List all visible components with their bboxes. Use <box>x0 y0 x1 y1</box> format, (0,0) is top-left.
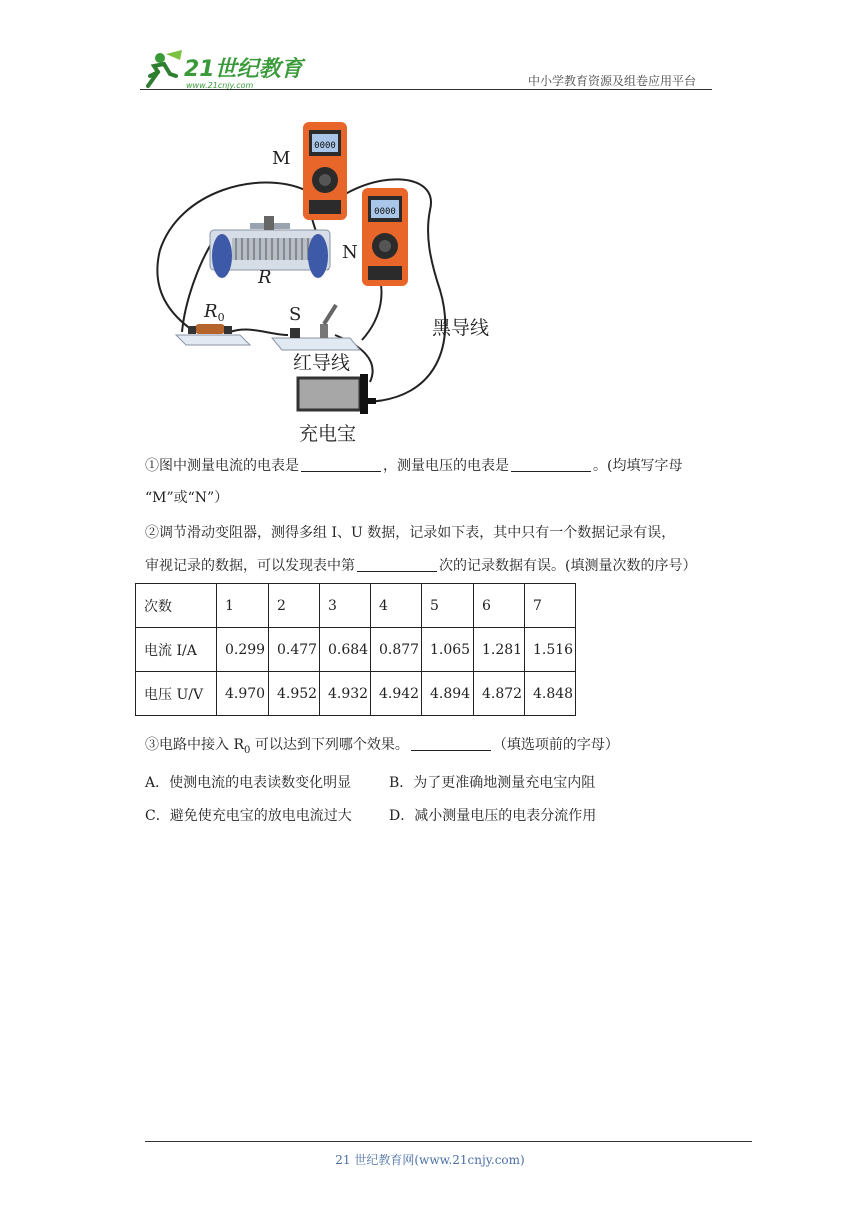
q2-text-a: 审视记录的数据，可以发现表中第 <box>145 558 355 574</box>
q2-text-b: 次的记录数据有误。(填测量次数的序号） <box>439 558 697 574</box>
measurement-table <box>135 583 576 716</box>
table-cell: 3 <box>320 584 371 628</box>
q3-blank-answer[interactable] <box>411 736 491 751</box>
table-cell: 6 <box>474 584 525 628</box>
table-cell: 2 <box>269 584 320 628</box>
table-cell: 4.942 <box>371 672 422 716</box>
switch-s <box>272 305 360 350</box>
table-cell: 次数 <box>136 584 217 628</box>
table-cell: 4.894 <box>422 672 474 716</box>
q3-text-b: 可以达到下列哪个效果。 <box>250 737 409 753</box>
table-cell: 0.477 <box>269 628 320 672</box>
label-r: R <box>258 267 272 288</box>
table-cell: 4.932 <box>320 672 371 716</box>
question-2-line-1: ②调节滑动变阻器，测得多组 I、U 数据，记录如下表，其中只有一个数据记录有误， <box>145 525 676 541</box>
multimeter-n <box>362 188 408 286</box>
q1-text-a: ①图中测量电流的电表是 <box>145 458 299 474</box>
question-3-stem <box>145 735 619 761</box>
footer-divider <box>145 1141 752 1142</box>
q1-blank-current[interactable] <box>301 457 381 472</box>
header-divider <box>140 89 712 90</box>
table-cell: 电流 I/A <box>136 628 217 672</box>
label-n: N <box>342 242 358 263</box>
table-cell: 0.299 <box>217 628 269 672</box>
option-c[interactable]: C．避免使充电宝的放电电流过大 <box>145 808 352 824</box>
table-cell: 4 <box>371 584 422 628</box>
multimeter-m <box>303 122 347 220</box>
table-cell: 1 <box>217 584 269 628</box>
label-r0: $R_0$ <box>204 301 225 324</box>
site-logo <box>140 46 310 92</box>
circuit-diagram <box>140 110 540 450</box>
table-row <box>136 672 576 716</box>
table-cell: 4.872 <box>474 672 525 716</box>
q2-blank-index[interactable] <box>357 557 437 572</box>
option-b[interactable]: B．为了更准确地测量充电宝内阻 <box>389 775 596 791</box>
logo-main-text: 21世纪教育 <box>184 57 303 82</box>
label-s: S <box>289 304 302 325</box>
table-cell: 4.848 <box>525 672 576 716</box>
table-cell: 电压 U/V <box>136 672 217 716</box>
footer-text: 21 世纪教育网(www.21cnjy.com) <box>335 1153 525 1167</box>
meter-m-display: 0000 <box>314 141 336 151</box>
option-d[interactable]: D．减小测量电压的电表分流作用 <box>389 808 597 824</box>
table-cell: 4.970 <box>217 672 269 716</box>
table-cell: 1.516 <box>525 628 576 672</box>
table-cell: 5 <box>422 584 474 628</box>
q1-blank-voltage[interactable] <box>511 457 591 472</box>
table-cell: 1.281 <box>474 628 525 672</box>
platform-name: 中小学教育资源及组卷应用平台 <box>528 74 697 88</box>
table-row <box>136 628 576 672</box>
runner-icon <box>148 50 182 86</box>
meter-n-display: 0000 <box>374 207 396 217</box>
label-m: M <box>272 148 291 169</box>
option-a[interactable]: A．使测电流的电表读数变化明显 <box>145 775 352 791</box>
power-bank <box>298 374 376 414</box>
table-cell: 4.952 <box>269 672 320 716</box>
q3-text-c: （填选项前的字母） <box>492 737 619 753</box>
label-red-wire: 红导线 <box>293 352 351 374</box>
table-cell: 7 <box>525 584 576 628</box>
q3-subscript: 0 <box>244 744 251 756</box>
table-cell: 1.065 <box>422 628 474 672</box>
table-row <box>136 584 576 628</box>
question-1-line-1 <box>145 456 682 476</box>
label-power-bank: 充电宝 <box>299 423 357 445</box>
q1-text-b: ，测量电压的电表是 <box>383 458 509 474</box>
logo-url-text: www.21cnjy.com <box>186 81 254 90</box>
q3-text-a: ③电路中接入 R <box>145 737 244 753</box>
q1-text-c: 。(均填写字母 <box>593 458 683 474</box>
question-2-line-2 <box>145 556 696 576</box>
table-cell: 0.877 <box>371 628 422 672</box>
question-1-line-2: “M”或“N”） <box>145 490 229 506</box>
label-black-wire: 黑导线 <box>432 317 490 339</box>
table-cell: 0.684 <box>320 628 371 672</box>
